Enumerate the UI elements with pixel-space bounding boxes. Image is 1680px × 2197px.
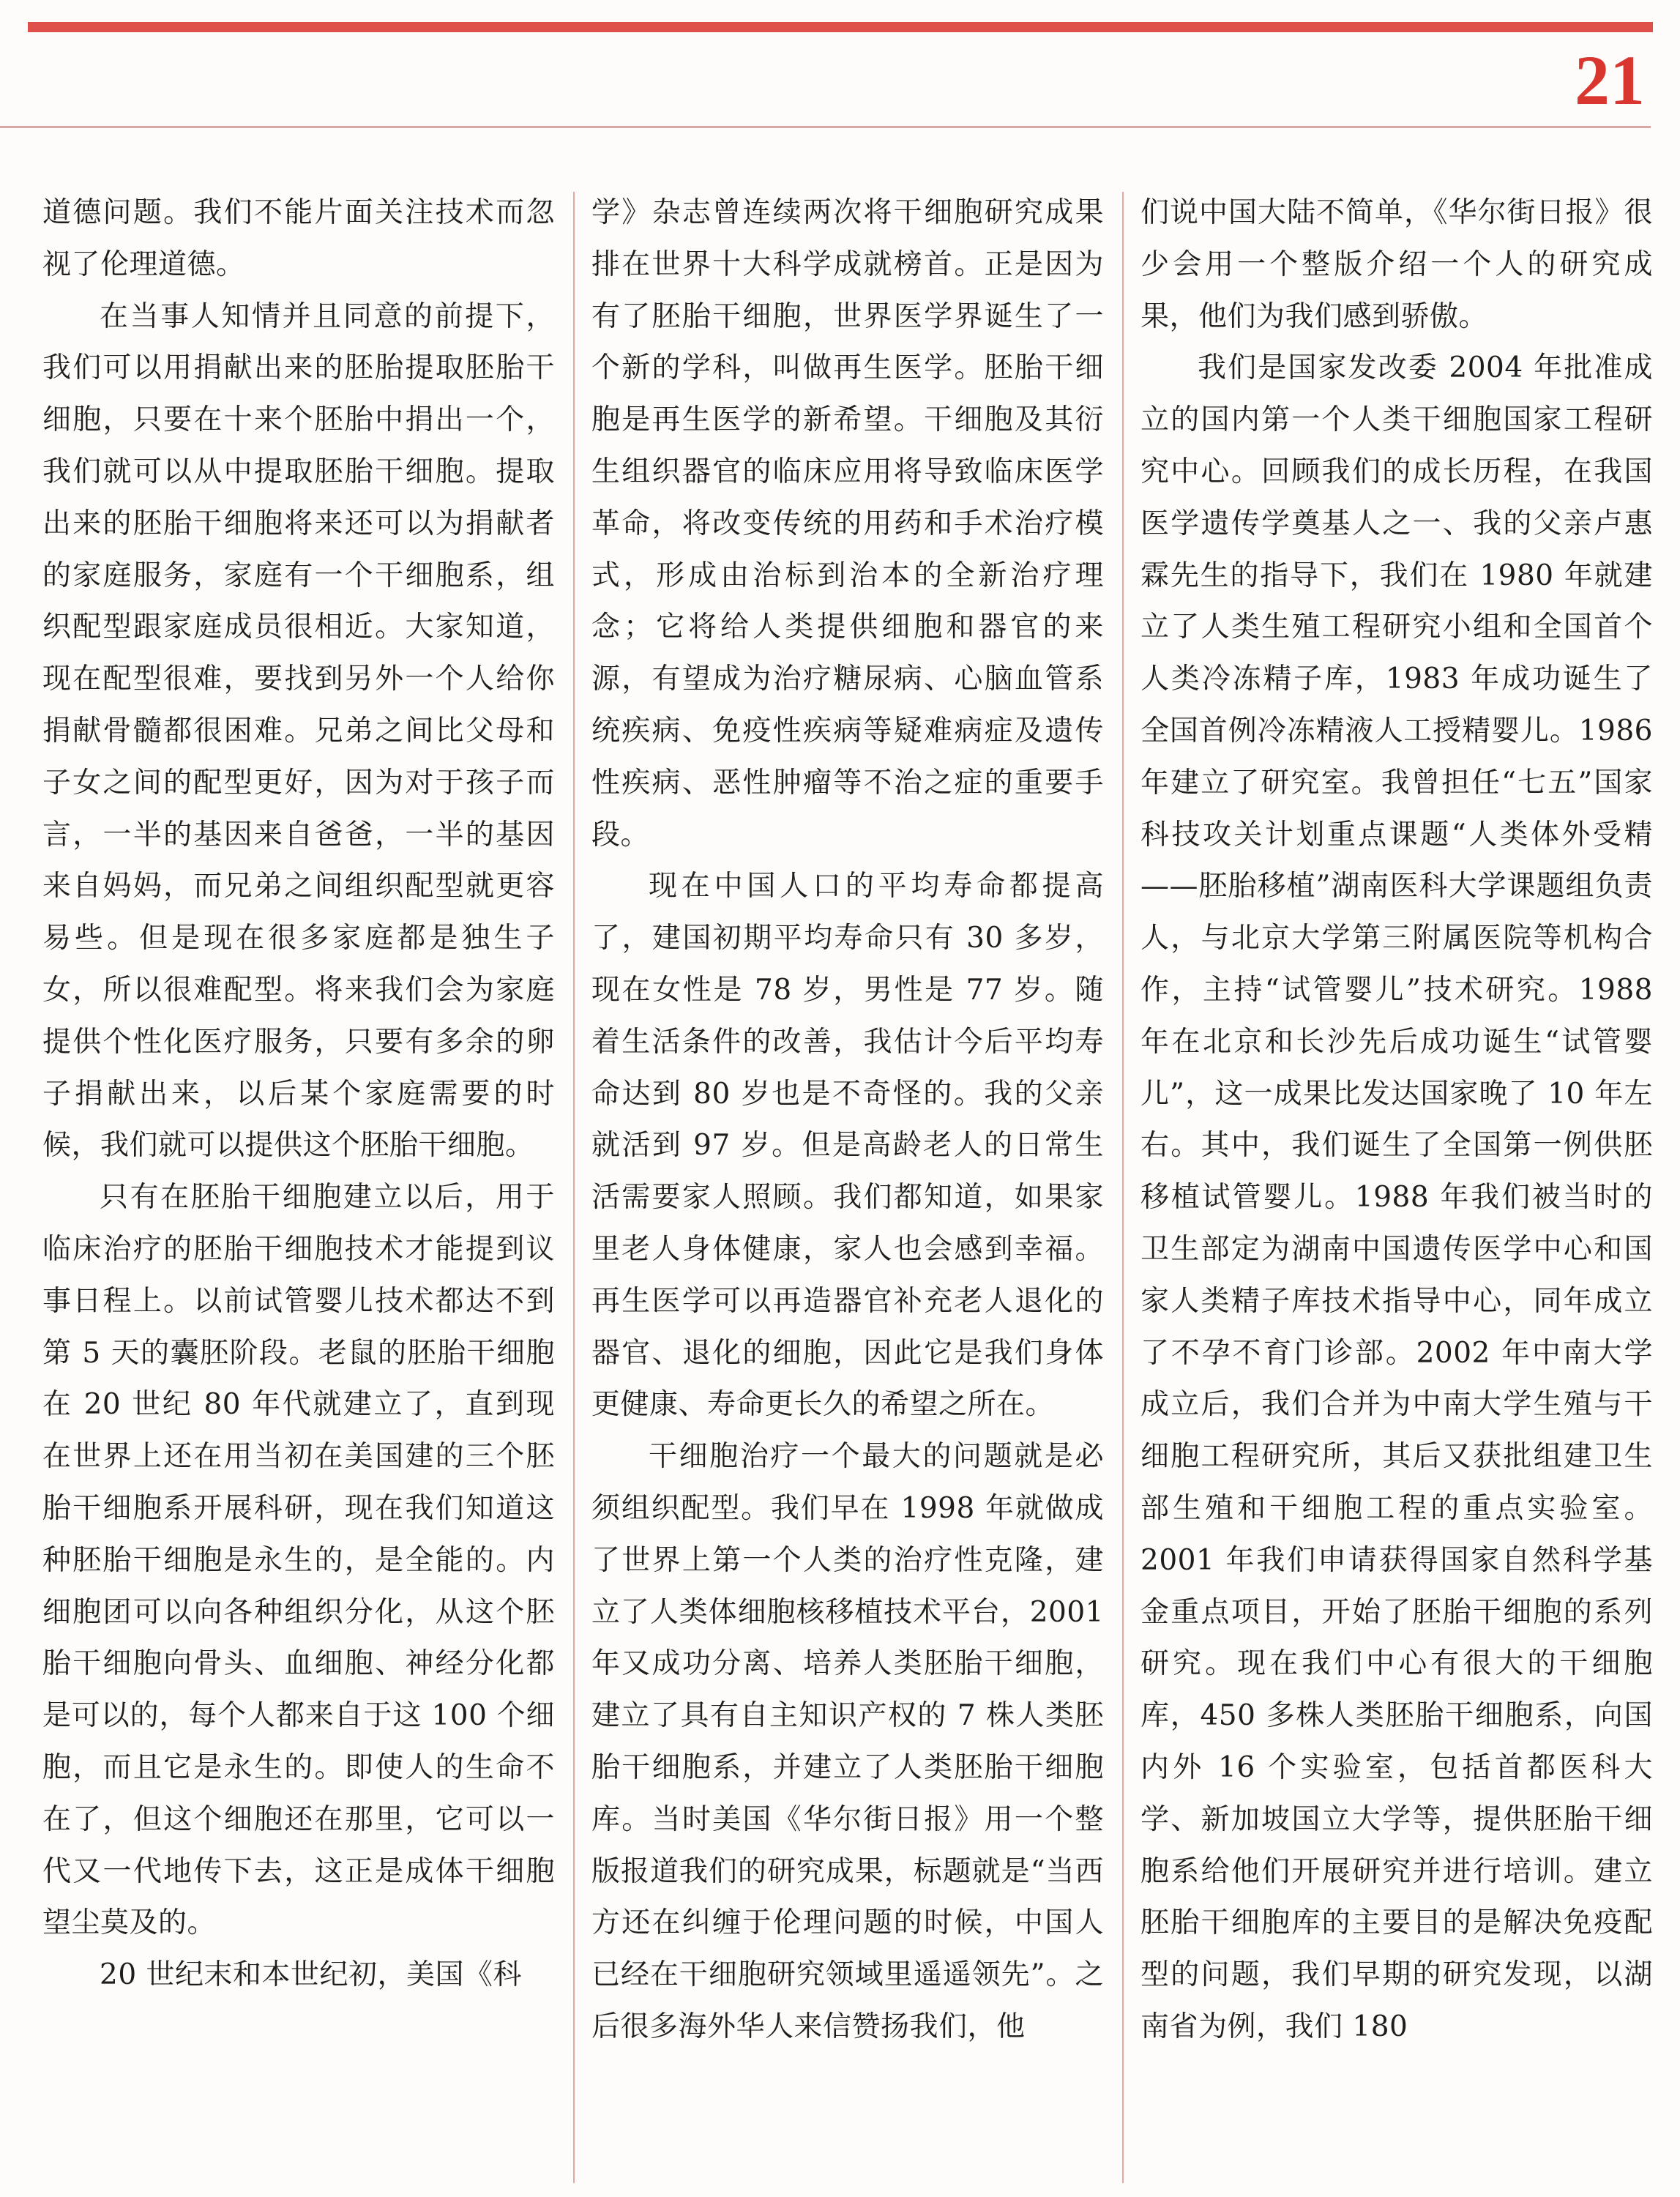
paragraph: 20 世纪末和本世纪初，美国《科 (100, 1958, 523, 1992)
column-divider (573, 192, 575, 2183)
paragraph: 道德问题。我们不能片面关注技术而忽视了伦理道德。 (42, 196, 555, 281)
paragraph: 学》杂志曾连续两次将干细胞研究成果排在世界十大科学成就榜首。正是因为有了胚胎干细胞，世界医学界诞生了一个新的学科，叫做再生医学。胚胎干细胞是再生医学的新希望。干细胞及其衍生组织器官的临床应用将导致临床医学革命，将改变传统的用药和手术治疗模式，形成由治标到治本的全新治疗理念；它将给人类提供细胞和器官的来源，有望成为治疗糖尿病、心脑血管系统疾病、免疫性疾病等疑难病症及遗传性疾病、恶性肿瘤等不治之症的重要手段。 (591, 196, 1104, 851)
text-column-2 (591, 187, 1104, 2054)
top-accent-rule (28, 22, 1653, 32)
paragraph: 在当事人知情并且同意的前提下，我们可以用捐献出来的胚胎提取胚胎干细胞，只要在十来个胚胎中捐出一个，我们就可以从中提取胚胎干细胞。提取出来的胚胎干细胞将来还可以为捐献者的家庭服务，家庭有一个干细胞系，组织配型跟家庭成员很相近。大家知道，现在配型很难，要找到另外一个人给你捐献骨髓都很困难。兄弟之间比父母和子女之间的配型更好，因为对于孩子而言，一半的基因来自爸爸，一半的基因来自妈妈，而兄弟之间组织配型就更容易些。但是现在很多家庭都是独生子女，所以很难配型。将来我们会为家庭提供个性化医疗服务，只要有多余的卵子捐献出来，以后某个家庭需要的时候，我们就可以提供这个胚胎干细胞。 (42, 299, 555, 1163)
text-column-1 (42, 187, 555, 2002)
paragraph: 只有在胚胎干细胞建立以后，用于临床治疗的胚胎干细胞技术才能提到议事日程上。以前试管婴儿技术都达不到第 5 天的囊胚阶段。老鼠的胚胎干细胞在 20 世纪 80 年代就建立了，直到现在世界上还在用当初在美国建的三个胚胎干细胞系开展科研，现在我们知道这种胚胎干细胞是永生的，是全能的。内细胞团可以向各种组织分化，从这个胚胎干细胞向骨头、血细胞、神经分化都是可以的，每个人都来自于这 100 个细胞，而且它是永生的。即使人的生命不在了，但这个细胞还在那里，它可以一代又一代地传下去，这正是成体干细胞望尘莫及的。 (42, 1181, 555, 1940)
text-column-3 (1140, 187, 1653, 2054)
header-rule (0, 126, 1651, 128)
paragraph: 现在中国人口的平均寿命都提高了，建国初期平均寿命只有 30 多岁，现在女性是 78 岁，男性是 77 岁。随着生活条件的改善，我估计今后平均寿命达到 80 岁也是不奇怪的。我的父亲就活到 97 岁。但是高龄老人的日常生活需要家人照顾。我们都知道，如果家里老人身体健康，家人也会感到幸福。再生医学可以再造器官补充老人退化的器官、退化的细胞，因此它是我们身体更健康、寿命更长久的希望之所在。 (591, 870, 1104, 1422)
page-number: 21 (1575, 41, 1645, 119)
paragraph: 我们是国家发改委 2004 年批准成立的国内第一个人类干细胞国家工程研究中心。回顾我们的成长历程，在我国医学遗传学奠基人之一、我的父亲卢惠霖先生的指导下，我们在 1980 年就建立了人类生殖工程研究小组和全国首个人类冷冻精子库，1983 年成功诞生了全国首例冷冻精液人工授精婴儿。1986 年建立了研究室。我曾担任“七五”国家科技攻关计划重点课题“人类体外受精——胚胎移植”湖南医科大学课题组负责人，与北京大学第三附属医院等机构合作，主持“试管婴儿”技术研究。1988 年在北京和长沙先后成功诞生“试管婴儿”，这一成果比发达国家晚了 10 年左右。其中，我们诞生了全国第一例供胚移植试管婴儿。1988 年我们被当时的卫生部定为湖南中国遗传医学中心和国家人类精子库技术指导中心，同年成立了不孕不育门诊部。2002 年中南大学成立后，我们合并为中南大学生殖与干细胞工程研究所，其后又获批组建卫生部生殖和干细胞工程的重点实验室。2001 年我们申请获得国家自然科学基金重点项目，开始了胚胎干细胞的系列研究。现在我们中心有很大的干细胞库，450 多株人类胚胎干细胞系，向国内外 16 个实验室，包括首都医科大学、新加坡国立大学等，提供胚胎干细胞系给他们开展研究并进行培训。建立胚胎干细胞库的主要目的是解决免疫配型的问题，我们早期的研究发现，以湖南省为例，我们 180 (1140, 351, 1653, 2043)
column-divider (1122, 192, 1124, 2183)
paragraph: 干细胞治疗一个最大的问题就是必须组织配型。我们早在 1998 年就做成了世界上第一个人类的治疗性克隆，建立了人类体细胞核移植技术平台，2001 年又成功分离、培养人类胚胎干细胞，建立了具有自主知识产权的 7 株人类胚胎干细胞系，并建立了人类胚胎干细胞库。当时美国《华尔街日报》用一个整版报道我们的研究成果，标题就是“当西方还在纠缠于伦理问题的时候，中国人已经在干细胞研究领域里遥遥领先”。之后很多海外华人来信赞扬我们，他 (591, 1440, 1104, 2043)
paragraph: 们说中国大陆不简单，《华尔街日报》很少会用一个整版介绍一个人的研究成果，他们为我们感到骄傲。 (1140, 196, 1653, 333)
